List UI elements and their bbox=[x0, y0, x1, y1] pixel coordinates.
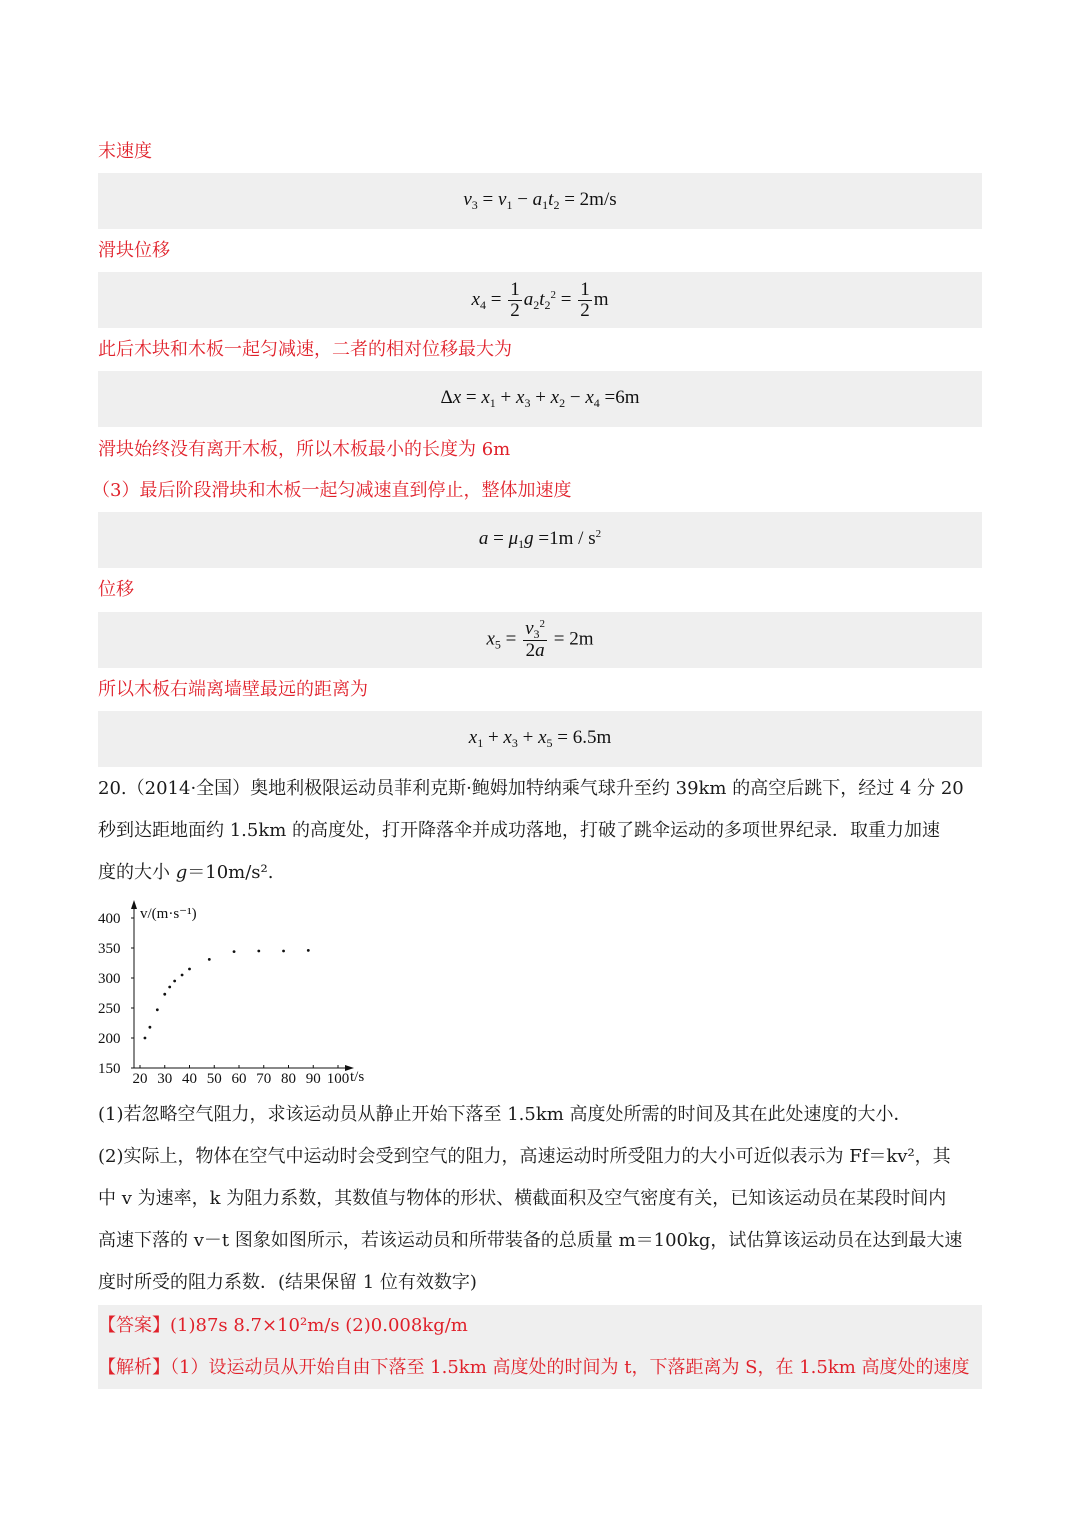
x-tick-label: 60 bbox=[231, 1071, 247, 1087]
x-tick-label: 70 bbox=[256, 1071, 272, 1087]
equation-delta-x-result: =6m bbox=[604, 387, 640, 408]
problem-text-line1: 奥地利极限运动员菲利克斯·鲍姆加特纳乘气球升至约 39km 的高空后跳下，经过 4 分 20 bbox=[250, 778, 964, 799]
question-2-line2: 中 v 为速率，k 为阻力系数，其数值与物体的形状、横截面积及空气密度有关，已知该运动员在某段时间内 bbox=[98, 1188, 947, 1209]
question-1: (1)若忽略空气阻力，求该运动员从静止开始下落至 1.5km 高度处所需的时间及其在此处速度的大小． bbox=[98, 1104, 912, 1125]
question-2-line4: 度时所受的阻力系数．(结果保留 1 位有效数字) bbox=[98, 1272, 477, 1293]
data-point bbox=[233, 950, 236, 953]
x-tick-label: 50 bbox=[206, 1071, 222, 1087]
analysis-text: （1）设运动员从开始自由下落至 1.5km 高度处的时间为 t，下落距离为 S，在 1.5km 高度处的速度 bbox=[170, 1357, 970, 1378]
equation-x4-unit: m bbox=[593, 288, 609, 310]
x-tick-label: 20 bbox=[132, 1071, 148, 1087]
text-max-distance: 所以木板右端离墙壁最远的距离为 bbox=[98, 679, 368, 700]
data-point bbox=[156, 1008, 159, 1011]
analysis-band bbox=[98, 1347, 982, 1389]
y-tick-label: 150 bbox=[98, 1061, 121, 1077]
data-point bbox=[307, 949, 310, 952]
equation-x5-result: = 2m bbox=[553, 628, 594, 650]
data-point bbox=[144, 1037, 147, 1040]
equation-a: $a = \mu_1g =1m / s^2$ bbox=[98, 512, 982, 568]
x-tick-label: 40 bbox=[182, 1071, 197, 1087]
equation-sum-result: = 6.5m bbox=[557, 727, 612, 748]
problem-source: （2014·全国） bbox=[126, 778, 251, 799]
data-point bbox=[188, 968, 191, 971]
data-point bbox=[173, 980, 176, 983]
question-text bbox=[98, 1094, 982, 1304]
data-points bbox=[144, 949, 310, 1039]
heading-displacement: 位移 bbox=[98, 579, 134, 600]
velocity-time-chart bbox=[92, 896, 382, 1091]
y-tick-labels bbox=[98, 911, 134, 1077]
problem-number: 20. bbox=[98, 778, 127, 799]
problem-statement bbox=[98, 768, 982, 894]
x-tick-label: 100 bbox=[326, 1071, 350, 1087]
gravity-value: ＝10m/s². bbox=[187, 862, 274, 883]
answer-text: (1)87s 8.7×10²m/s (2)0.008kg/m bbox=[170, 1315, 468, 1336]
problem-text-line3: 度的大小 bbox=[98, 862, 176, 883]
equation-v3: $v_3 = v_1 - a_1t_2 = 2m/s$ bbox=[98, 173, 982, 229]
problem-text-line2: 秒到达距地面约 1.5km 的高度处，打开降落伞并成功落地，打破了跳伞运动的多项世界纪录．取重力加速 bbox=[98, 820, 941, 841]
text-relative-displacement: 此后木块和木板一起匀减速，二者的相对位移最大为 bbox=[98, 339, 512, 360]
x-tick-label: 80 bbox=[281, 1071, 296, 1087]
data-point bbox=[163, 993, 166, 996]
equation-a-result: =1m / s bbox=[538, 528, 596, 549]
x-tick-label: 30 bbox=[157, 1071, 173, 1087]
y-tick-label: 400 bbox=[98, 911, 121, 927]
equation-x5: $x_5$ = $\frac{v_3^2}{2a}$ = 2m bbox=[98, 612, 982, 668]
data-point bbox=[208, 958, 211, 961]
data-point bbox=[181, 974, 184, 977]
question-2-line1: (2)实际上，物体在空气中运动时会受到空气的阻力，高速运动时所受阻力的大小可近似表示为 Ff＝kv²，其 bbox=[98, 1146, 951, 1167]
data-point bbox=[149, 1026, 152, 1029]
x-tick-label: 90 bbox=[305, 1071, 321, 1087]
answer-label: 【答案】 bbox=[98, 1315, 170, 1336]
y-tick-label: 350 bbox=[98, 941, 121, 957]
y-tick-label: 200 bbox=[98, 1031, 121, 1047]
equation-v3-result: 2m/s bbox=[579, 189, 617, 210]
answer-band bbox=[98, 1305, 982, 1347]
heading-final-velocity: 末速度 bbox=[98, 141, 152, 162]
data-point bbox=[168, 986, 171, 989]
y-axis-label: v/(m·s⁻¹) bbox=[140, 906, 197, 922]
heading-slider-displacement: 滑块位移 bbox=[98, 240, 170, 261]
question-2-line3: 高速下落的 v－t 图象如图所示，若该运动员和所带装备的总质量 m＝100kg，试估算该运动员在达到最大速 bbox=[98, 1230, 963, 1251]
data-point bbox=[282, 950, 285, 953]
equation-x4: $x_4$ = $\frac{1}{2}$ $a_2t_2^2$ = $\frac{1}{2}$ m bbox=[98, 272, 982, 328]
y-tick-label: 300 bbox=[98, 971, 121, 987]
y-axis-arrow bbox=[131, 900, 137, 909]
x-axis-label: t/s bbox=[350, 1069, 365, 1085]
gravity-symbol: g bbox=[175, 862, 188, 883]
y-tick-label: 250 bbox=[98, 1001, 121, 1017]
analysis-label: 【解析】 bbox=[98, 1357, 170, 1378]
data-point bbox=[257, 950, 260, 953]
text-part3: （3）最后阶段滑块和木板一起匀减速直到停止，整体加速度 bbox=[92, 480, 572, 501]
text-min-length: 滑块始终没有离开木板，所以木板最小的长度为 6m bbox=[98, 439, 511, 460]
equation-sum: $x_1 + x_3 + x_5 = 6.5m$ bbox=[98, 711, 982, 767]
equation-delta-x: $\Delta x = x_1 + x_3 + x_2 - x_4 =6m$ bbox=[98, 371, 982, 427]
